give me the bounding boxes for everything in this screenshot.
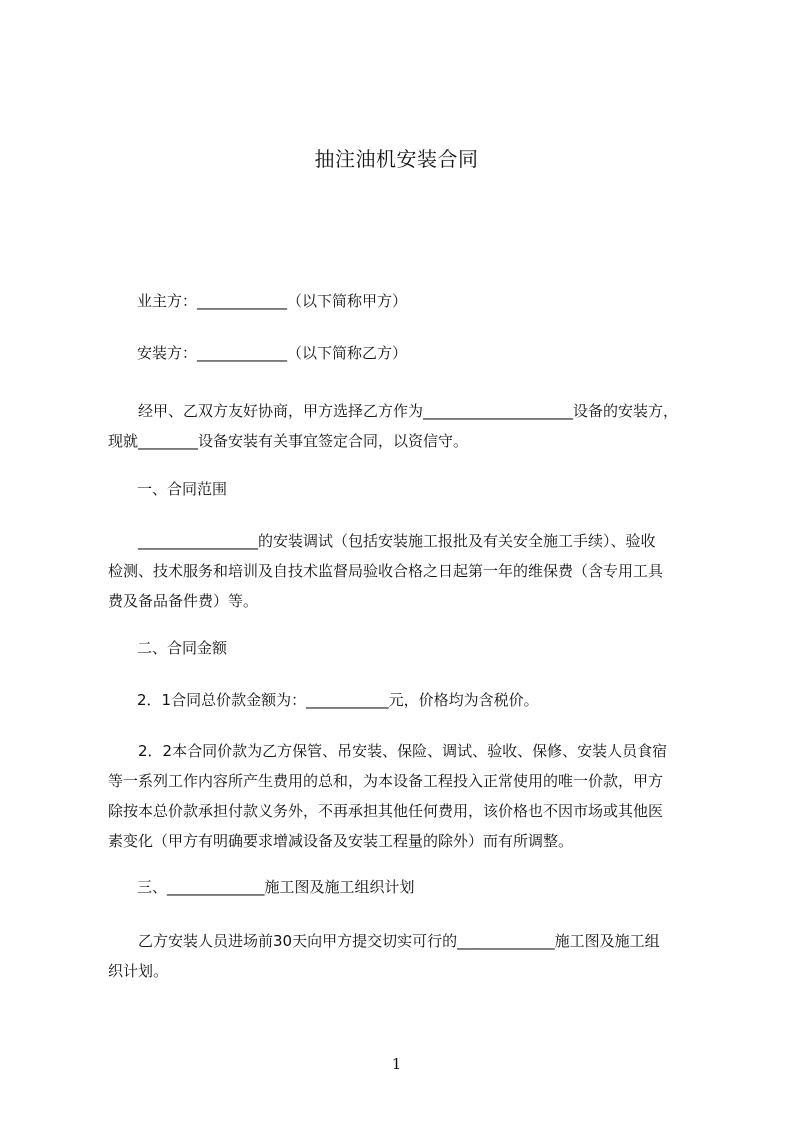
section-1-line-1: ________________的安装调试（包括安装施工报批及有关安全施工手续）、验收 [138,532,656,550]
clause-2-1: 2．1合同总价款金额为：___________元，价格均为含税价。 [137,691,539,709]
intro-paragraph [108,396,678,456]
intro-line-2: 现就________设备安装有关事宜签定合同，以资信守。 [108,432,469,450]
page-number: 1 [391,1055,402,1073]
clause-2-2-line-1: 2．2本合同价款为乙方保管、吊安装、保险、调试、验收、保修、安装人员食宿 [138,742,668,760]
clause-2-2-line-4: 素变化（甲方有明确要求增减设备及安装工程量的除外）而有所调整。 [108,832,574,850]
clause-2-2-paragraph [108,736,667,856]
section-1-paragraph [108,526,663,616]
section-3-heading: 三、_____________施工图及施工组织计划 [137,878,415,896]
section-3-line-1: 乙方安装人员进场前30天向甲方提交切实可行的_____________施工图及施工组 [138,932,660,950]
document-title: 抽注油机安装合同 [314,147,479,171]
clause-2-2-line-2: 等一系列工作内容所产生费用的总和，为本设备工程投入正常使用的唯一价款，甲方 [108,772,664,790]
section-3-paragraph [108,926,660,986]
party-b-line: 安装方：____________（以下简称乙方） [137,344,408,362]
party-a-line: 业主方：____________（以下简称甲方） [137,292,408,310]
section-3-line-2: 织计划。 [108,962,169,980]
section-2-heading: 二、合同金额 [137,639,228,657]
section-1-heading: 一、合同范围 [137,480,228,498]
intro-line-1: 经甲、乙双方友好协商，甲方选择乙方作为____________________设备的安装方， [138,402,679,420]
section-1-line-3: 费及备品备件费）等。 [108,592,259,610]
section-1-line-2: 检测、技术服务和培训及自技术监督局验收合格之日起第一年的维保费（含专用工具 [108,562,664,580]
clause-2-2-line-3: 除按本总价款承担付款义务外，不再承担其他任何费用，该价格也不因市场或其他医 [108,802,664,820]
